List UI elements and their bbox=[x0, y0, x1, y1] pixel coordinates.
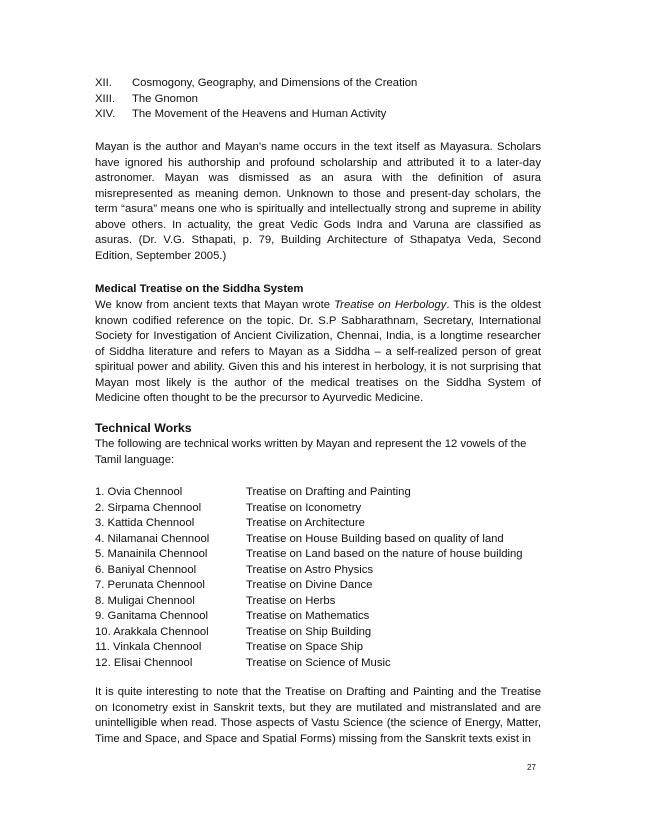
chapter-number: XIV. bbox=[95, 108, 116, 121]
page-number: 27 bbox=[527, 763, 536, 772]
chapter-item bbox=[95, 76, 555, 92]
work-item bbox=[95, 485, 555, 501]
work-description: Treatise on Ship Building bbox=[246, 625, 372, 638]
work-item bbox=[95, 516, 555, 532]
work-item bbox=[95, 656, 555, 672]
work-name: 8. Muligai Chennool bbox=[95, 594, 195, 607]
chapter-title: The Gnomon bbox=[132, 92, 198, 105]
work-description: Treatise on Herbs bbox=[246, 594, 336, 607]
chapter-number: XIII. bbox=[95, 92, 116, 105]
work-item bbox=[95, 594, 555, 610]
work-name: 5. Manainila Chennool bbox=[95, 548, 208, 560]
work-name: 7. Perunata Chennool bbox=[95, 579, 205, 591]
work-name: 9. Ganitama Chennool bbox=[95, 610, 209, 622]
work-description: Treatise on House Building based on quality of land bbox=[246, 532, 504, 545]
technical-works-list bbox=[95, 485, 555, 671]
chapter-number: XII. bbox=[95, 77, 112, 89]
work-description: Treatise on Space Ship bbox=[246, 641, 364, 653]
medical-treatise-heading: Medical Treatise on the Siddha System bbox=[95, 283, 304, 295]
work-item bbox=[95, 547, 555, 563]
herbology-title: Treatise on Herbology bbox=[334, 299, 447, 311]
work-item bbox=[95, 609, 555, 625]
technical-works-heading: Technical Works bbox=[95, 421, 192, 435]
siddha-text-rest: . This is the oldest known codified reference on the topic. Dr. S.P Sabharathnam, Secretary, International Society for Investigation of Ancient Civilization, Chennai, India, is a longtime researcher of Siddha literature and refers to Mayan as a Siddha – a self-realized person of great spiritual power and ability. Given this and his interest in herbology, it is not surprising that Mayan most likely is the author of the medical treatises on the Siddha System of Medicine often thought to be the precursor to Ayurvedic Medicine. bbox=[95, 299, 541, 404]
work-name: 11. Vinkala Chennool bbox=[95, 641, 202, 653]
work-name: 4. Nilamanai Chennool bbox=[95, 532, 210, 545]
chapter-title: The Movement of the Heavens and Human Activity bbox=[132, 108, 387, 121]
work-name: 12. Elisai Chennool bbox=[95, 656, 193, 669]
work-item bbox=[95, 501, 555, 517]
work-description: Treatise on Drafting and Painting bbox=[246, 486, 411, 498]
chapter-item bbox=[95, 107, 555, 123]
work-item bbox=[95, 532, 555, 548]
work-item bbox=[95, 563, 555, 579]
mayan-authorship-paragraph: Mayan is the author and Mayan’s name occurs in the text itself as Mayasura. Scholars have ignored his authorship and profound scholarship and attributed it to a later-day astronomer. Mayan was dismissed as an asura with the definition of asura misrepresented as meaning demon. Unknown to those and present-day scholars, the term “asura” means one who is spiritually and intellectually strong and supreme in ability above others. In actuality, the great Vedic Gods Indra and Varuna are classified as asuras. (Dr. V.G. Sthapati, p. 79, Building Architecture of Sthapatya Veda, Second Edition, September 2005.) bbox=[95, 141, 541, 262]
work-description: Treatise on Divine Dance bbox=[246, 579, 373, 591]
work-description: Treatise on Science of Music bbox=[246, 656, 391, 669]
work-item bbox=[95, 578, 555, 594]
chapter-item bbox=[95, 92, 555, 108]
work-item bbox=[95, 625, 555, 641]
work-name: 10. Arakkala Chennool bbox=[95, 625, 209, 638]
work-name: 3. Kattida Chennool bbox=[95, 517, 195, 529]
work-description: Treatise on Iconometry bbox=[246, 501, 362, 514]
work-description: Treatise on Mathematics bbox=[246, 610, 370, 622]
work-name: 6. Baniyal Chennool bbox=[95, 563, 197, 576]
work-description: Treatise on Architecture bbox=[246, 517, 365, 529]
work-name: 2. Sirpama Chennool bbox=[95, 501, 202, 514]
work-description: Treatise on Land based on the nature of house building bbox=[246, 548, 523, 560]
siddha-text-start: We know from ancient texts that Mayan wrote bbox=[95, 299, 335, 311]
chapter-list bbox=[95, 76, 555, 123]
technical-works-intro: The following are technical works written by Mayan and represent the 12 vowels of the Tamil language: bbox=[95, 438, 527, 466]
work-item bbox=[95, 640, 555, 656]
chapter-title: Cosmogony, Geography, and Dimensions of the Creation bbox=[132, 77, 418, 89]
work-description: Treatise on Astro Physics bbox=[246, 563, 374, 576]
siddha-paragraph bbox=[95, 298, 541, 407]
work-name: 1. Ovia Chennool bbox=[95, 486, 183, 498]
sanskrit-texts-paragraph: It is quite interesting to note that the Treatise on Drafting and Painting and the Treatise on Iconometry exist in Sanskrit texts, but they are mutilated and mistranslated and are unintelligible when read. Those aspects of Vastu Science (the science of Energy, Matter, Time and Space, and Space and Spatial Forms) missing from the Sanskrit texts exist in bbox=[95, 686, 541, 745]
